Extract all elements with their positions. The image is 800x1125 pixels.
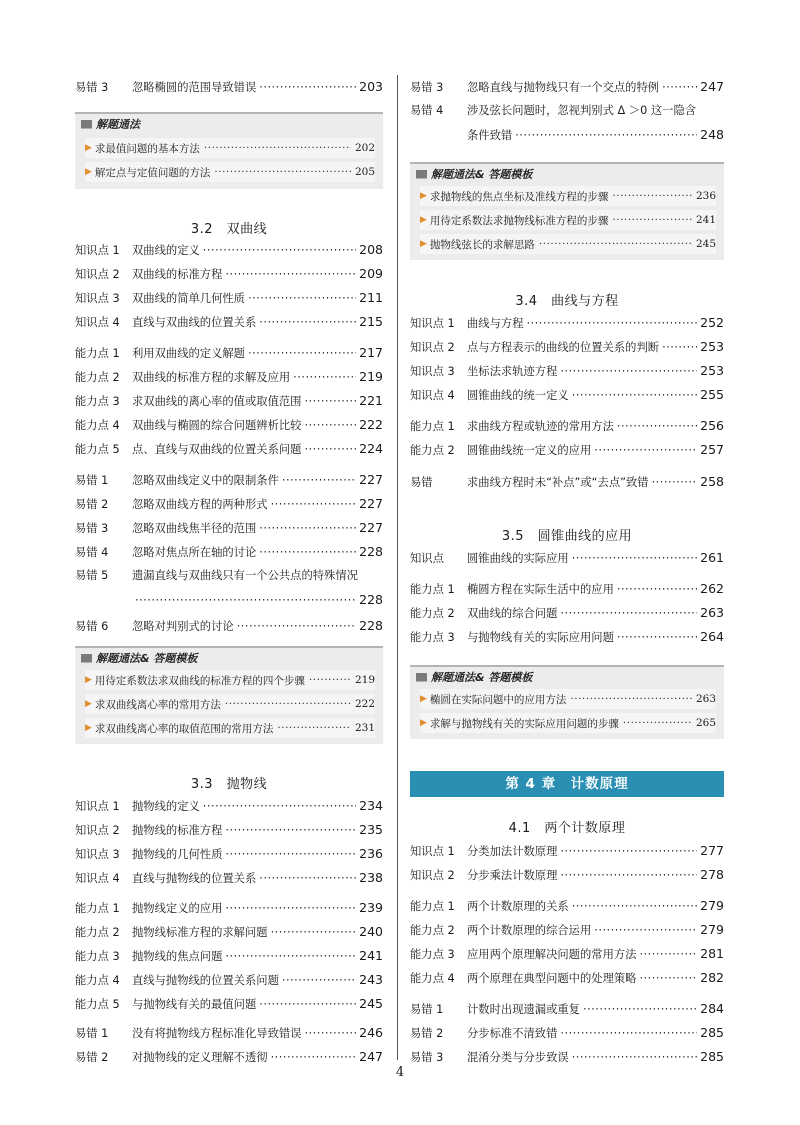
knowledge-list: [410, 316, 724, 412]
triangle-icon: ▶: [420, 718, 427, 728]
triangle-icon: ▶: [85, 699, 92, 709]
toc-entry[interactable]: 知识点 3 坐标法求轨迹方程 ····· 253: [410, 364, 724, 388]
toc-entry[interactable]: 能力点 4 两个原理在典型问题中的处理策略 ····· 282: [410, 971, 724, 995]
method-item[interactable]: ▶ 用待定系数法求双曲线的标准方程的四个步骤 ····· 219: [85, 670, 375, 690]
knowledge-list: [410, 844, 724, 892]
toc-entry[interactable]: 易错 4 忽略对焦点所在轴的讨论 ····· 228: [75, 545, 383, 569]
toc-entry[interactable]: 知识点 3 抛物线的几何性质 ····· 236: [75, 847, 383, 871]
section-title[interactable]: 3.5 圆锥曲线的应用: [501, 529, 633, 544]
flag-icon: [81, 654, 92, 663]
entry-page: 203: [359, 79, 383, 94]
method-template-box: 解题通法& 答题模板 ▶ 求抛物线的焦点坐标及准线方程的步骤 ····· 236 ▶ 用待定系数法求抛物线标准方程的步骤 ····· 241 ▶ 抛物线弦长的求解思路 ····· 245: [410, 162, 724, 260]
method-item[interactable]: ▶ 求解与抛物线有关的实际应用问题的步骤 ····· 265: [420, 713, 716, 733]
ability-list: [75, 901, 383, 1021]
column-divider: [397, 75, 398, 1060]
knowledge-list: [410, 551, 724, 575]
toc-entry[interactable]: 易错 5 遗漏直线与双曲线只有一个公共点的特殊情况: [75, 569, 358, 582]
entry-label: 易错 3: [75, 81, 109, 94]
section-title[interactable]: 4.1 两个计数原理: [508, 821, 626, 836]
method-item[interactable]: ▶ 解定点与定值问题的方法 ····· 205: [85, 162, 375, 182]
toc-entry[interactable]: 易错 6 忽略对判别式的讨论 ····· 228: [75, 619, 383, 643]
leader-dots: [259, 81, 356, 95]
toc-entry[interactable]: 能力点 3 应用两个原理解决问题的常用方法 ····· 281: [410, 947, 724, 971]
ability-list: [75, 346, 383, 466]
error-list: [410, 80, 724, 152]
toc-entry[interactable]: 知识点 4 直线与双曲线的位置关系 ····· 215: [75, 315, 383, 339]
toc-entry[interactable]: 能力点 2 两个计数原理的综合运用 ····· 279: [410, 923, 724, 947]
error-list: [410, 475, 724, 499]
toc-entry[interactable]: 知识点 3 双曲线的简单几何性质 ····· 211: [75, 291, 383, 315]
toc-entry[interactable]: 易错 1 计数时出现遗漏或重复 ····· 284: [410, 1002, 724, 1026]
triangle-icon: ▶: [420, 239, 427, 249]
toc-entry[interactable]: 能力点 2 圆锥曲线统一定义的应用 ····· 257: [410, 443, 724, 467]
entry-text: 忽略椭圆的范围导致错误: [132, 81, 257, 94]
error-list: [75, 473, 383, 643]
toc-entry[interactable]: 易错 1 没有将抛物线方程标准化导致错误 ····· 246: [75, 1026, 383, 1050]
method-template-box: 解题通法& 答题模板 ▶ 椭圆在实际问题中的应用方法 ····· 263 ▶ 求解与抛物线有关的实际应用问题的步骤 ····· 265: [410, 665, 724, 739]
toc-entry[interactable]: 能力点 2 双曲线的标准方程的求解及应用 ····· 219: [75, 370, 383, 394]
toc-entry[interactable]: 知识点 2 双曲线的标准方程 ····· 209: [75, 267, 383, 291]
flag-icon: [416, 673, 427, 682]
method-item[interactable]: ▶ 椭圆在实际问题中的应用方法 ····· 263: [420, 689, 716, 709]
triangle-icon: ▶: [85, 167, 92, 177]
toc-entry[interactable]: 能力点 3 求双曲线的离心率的值或取值范围 ····· 221: [75, 394, 383, 418]
toc-entry-continued[interactable]: ····· 228: [75, 593, 383, 619]
method-box-title: 解题通法: [81, 116, 140, 132]
toc-entry[interactable]: 知识点 4 圆锥曲线的统一定义 ····· 255: [410, 388, 724, 412]
triangle-icon: ▶: [85, 143, 92, 153]
toc-entry[interactable]: 知识点 4 直线与抛物线的位置关系 ····· 238: [75, 871, 383, 895]
method-item[interactable]: ▶ 求双曲线离心率的常用方法 ····· 222: [85, 694, 375, 714]
toc-entry[interactable]: 知识点 1 分类加法计数原理 ····· 277: [410, 844, 724, 868]
toc-entry[interactable]: 能力点 2 抛物线标准方程的求解问题 ····· 240: [75, 925, 383, 949]
flag-icon: [416, 170, 427, 179]
toc-entry[interactable]: 知识点 2 点与方程表示的曲线的位置关系的判断 ····· 253: [410, 340, 724, 364]
toc-entry[interactable]: 能力点 1 椭圆方程在实际生活中的应用 ····· 262: [410, 582, 724, 606]
knowledge-list: [75, 243, 383, 339]
method-item[interactable]: ▶ 用待定系数法求抛物线标准方程的步骤 ····· 241: [420, 210, 716, 230]
toc-entry[interactable]: 易错 1 忽略双曲线定义中的限制条件 ····· 227: [75, 473, 383, 497]
toc-entry[interactable]: 易错 2 分步标准不清致错 ····· 285: [410, 1026, 724, 1050]
method-item[interactable]: ▶ 抛物线弦长的求解思路 ····· 245: [420, 234, 716, 254]
toc-entry[interactable]: 能力点 4 直线与抛物线的位置关系问题 ····· 243: [75, 973, 383, 997]
method-template-box: 解题通法& 答题模板 ▶ 用待定系数法求双曲线的标准方程的四个步骤 ····· 219 ▶ 求双曲线离心率的常用方法 ····· 222 ▶ 求双曲线离心率的取值范围的常用方法 ····· 231: [75, 646, 383, 744]
knowledge-list: [75, 799, 383, 895]
chapter-banner[interactable]: 第 4 章 计数原理: [410, 771, 724, 797]
method-box: [75, 112, 383, 189]
triangle-icon: ▶: [85, 675, 92, 685]
toc-entry[interactable]: 知识点 1 双曲线的定义 ····· 208: [75, 243, 383, 267]
method-item[interactable]: ▶ 求双曲线离心率的取值范围的常用方法 ····· 231: [85, 718, 375, 738]
flag-icon: [81, 120, 92, 129]
triangle-icon: ▶: [420, 215, 427, 225]
toc-entry[interactable]: 易错 求曲线方程时未“补点”或“去点”致错 ····· 258: [410, 475, 724, 499]
section-title[interactable]: 3.2 双曲线: [190, 222, 268, 237]
toc-entry[interactable]: 知识点 2 分步乘法计数原理 ····· 278: [410, 868, 724, 892]
toc-entry[interactable]: 易错 3 混淆分类与分步致误 ····· 285: [410, 1050, 724, 1074]
toc-entry[interactable]: 能力点 1 抛物线定义的应用 ····· 239: [75, 901, 383, 925]
toc-entry[interactable]: 易错 3 忽略直线与抛物线只有一个交点的特例 ····· 247: [410, 80, 724, 104]
method-item[interactable]: ▶ 求抛物线的焦点坐标及准线方程的步骤 ····· 236: [420, 186, 716, 206]
toc-entry[interactable]: 知识点 圆锥曲线的实际应用 ····· 261: [410, 551, 724, 575]
toc-entry[interactable]: 易错 2 忽略双曲线方程的两种形式 ····· 227: [75, 497, 383, 521]
toc-entry[interactable]: 能力点 3 与抛物线有关的实际应用问题 ····· 264: [410, 630, 724, 654]
toc-entry[interactable]: 能力点 1 两个计数原理的关系 ····· 279: [410, 899, 724, 923]
page-number: 4: [395, 1065, 405, 1080]
toc-entry[interactable]: 能力点 3 抛物线的焦点问题 ····· 241: [75, 949, 383, 973]
toc-entry[interactable]: 知识点 1 抛物线的定义 ····· 234: [75, 799, 383, 823]
error-list: [410, 1002, 724, 1074]
section-title[interactable]: 3.4 曲线与方程: [515, 294, 619, 309]
toc-entry[interactable]: 能力点 1 利用双曲线的定义解题 ····· 217: [75, 346, 383, 370]
toc-entry[interactable]: 知识点 1 曲线与方程 ····· 252: [410, 316, 724, 340]
toc-entry[interactable]: [75, 80, 383, 95]
ability-list: [410, 582, 724, 654]
section-title[interactable]: 3.3 抛物线: [190, 777, 268, 792]
toc-entry[interactable]: 易错 2 对抛物线的定义理解不透彻 ····· 247: [75, 1050, 383, 1074]
method-item[interactable]: ▶ 求最值问题的基本方法 ····· 202: [85, 138, 375, 158]
toc-entry[interactable]: 能力点 1 求曲线方程或轨迹的常用方法 ····· 256: [410, 419, 724, 443]
toc-entry[interactable]: 能力点 5 与抛物线有关的最值问题 ····· 245: [75, 997, 383, 1021]
toc-entry[interactable]: 能力点 2 双曲线的综合问题 ····· 263: [410, 606, 724, 630]
toc-entry[interactable]: 能力点 5 点、直线与双曲线的位置关系问题 ····· 224: [75, 442, 383, 466]
toc-entry[interactable]: 知识点 2 抛物线的标准方程 ····· 235: [75, 823, 383, 847]
toc-entry[interactable]: 易错 4 涉及弦长问题时，忽视判别式 Δ ＞0 这一隐含: [410, 104, 697, 117]
triangle-icon: ▶: [420, 191, 427, 201]
triangle-icon: ▶: [420, 694, 427, 704]
ability-list: [410, 899, 724, 995]
triangle-icon: ▶: [85, 723, 92, 733]
toc-entry[interactable]: 易错 3 忽略双曲线焦半径的范围 ····· 227: [75, 521, 383, 545]
toc-entry[interactable]: 能力点 4 双曲线与椭圆的综合问题辨析比较 ····· 222: [75, 418, 383, 442]
ability-list: [410, 419, 724, 467]
toc-entry-continued[interactable]: 条件致错 ····· 248: [410, 128, 724, 152]
